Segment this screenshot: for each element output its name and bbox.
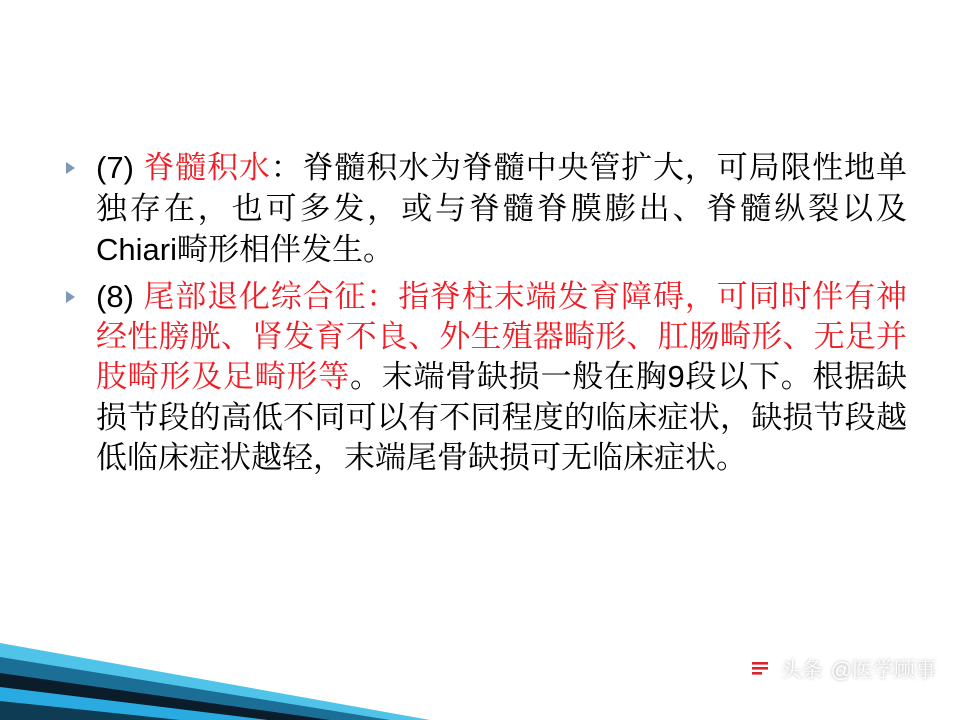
paragraph-7 bbox=[96, 148, 907, 271]
watermark-brand: 头条 bbox=[780, 659, 823, 682]
bottom-left-ribbon-decoration bbox=[0, 595, 430, 720]
slide-body bbox=[62, 148, 907, 484]
list-item bbox=[62, 148, 907, 271]
list-item bbox=[62, 277, 907, 478]
arrow-bullet-icon bbox=[66, 162, 75, 174]
paragraph-7-prefix: (7) bbox=[96, 150, 144, 185]
arrow-bullet-icon bbox=[66, 291, 75, 303]
paragraph-7-term: 脊髓积水 bbox=[143, 150, 271, 185]
toutiao-icon bbox=[747, 656, 773, 682]
paragraph-8 bbox=[96, 277, 907, 478]
paragraph-8-text: 。末端骨缺损一般在胸9段以下。根据缺损节段的高低不同可以有不同程度的临床症状，缺损节段越低临床症状越轻，末端尾骨缺损可无临床症状。 bbox=[96, 359, 907, 475]
paragraph-7-text: ：脊髓积水为脊髓中央管扩大，可局限性地单独存在，也可多发，或与脊髓脊膜膨出、脊髓纵裂以及Chiari畸形相伴发生。 bbox=[96, 150, 908, 267]
paragraph-8-prefix: (8) bbox=[96, 278, 144, 314]
watermark bbox=[747, 654, 936, 684]
paragraph-8-term: 尾部退化综合征：指脊柱末端发育障碍，可同时伴有神经性膀胱、肾发育不良、外生殖器畸形、肛肠畸形、无足并肢畸形及足畸形等 bbox=[96, 278, 908, 395]
watermark-handle: @医学顾事 bbox=[830, 659, 936, 682]
